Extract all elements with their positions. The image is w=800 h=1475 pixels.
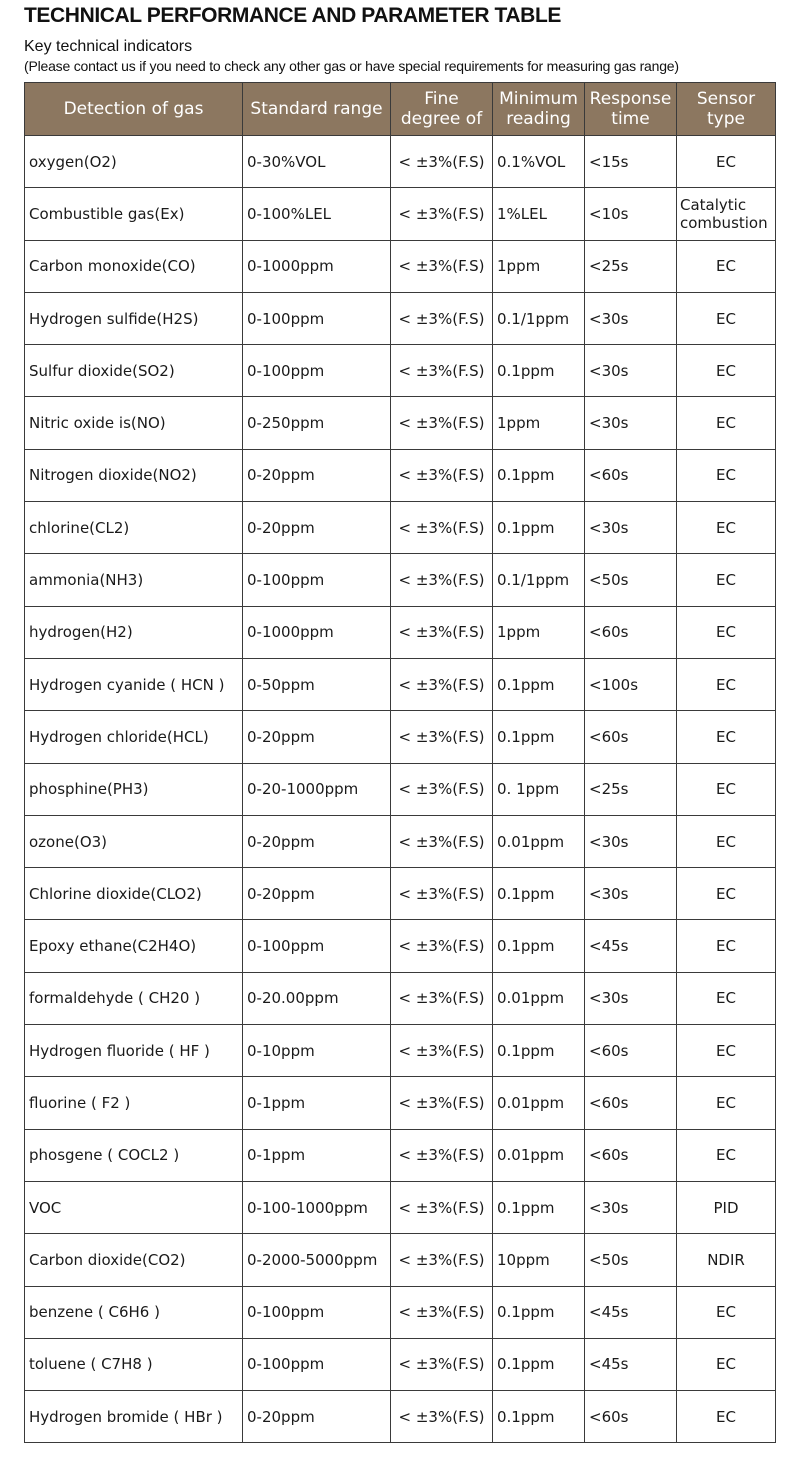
minimum-reading-cell: 0.1/1ppm bbox=[493, 292, 585, 344]
minimum-reading-cell: 10ppm bbox=[493, 1234, 585, 1286]
sensor-type-cell: EC bbox=[677, 502, 776, 554]
parameter-table bbox=[24, 82, 776, 1443]
sensor-type-cell: EC bbox=[677, 711, 776, 763]
sensor-type-cell: EC bbox=[677, 763, 776, 815]
table-row bbox=[25, 1077, 776, 1129]
gas-name-cell: Hydrogen cyanide ( HCN ) bbox=[25, 658, 243, 710]
response-time-cell: <45s bbox=[585, 1286, 677, 1338]
standard-range-cell: 0-100ppm bbox=[243, 292, 391, 344]
minimum-reading-cell: 0.1/1ppm bbox=[493, 554, 585, 606]
minimum-reading-cell: 0.1ppm bbox=[493, 1338, 585, 1390]
gas-name-cell: Hydrogen sulfide(H2S) bbox=[25, 292, 243, 344]
response-time-cell: <10s bbox=[585, 188, 677, 240]
response-time-cell: <60s bbox=[585, 1391, 677, 1443]
accuracy-cell: < ±3%(F.S) bbox=[391, 658, 493, 710]
table-row bbox=[25, 397, 776, 449]
minimum-reading-cell: 0.01ppm bbox=[493, 972, 585, 1024]
response-time-cell: <25s bbox=[585, 240, 677, 292]
standard-range-cell: 0-1000ppm bbox=[243, 240, 391, 292]
standard-range-cell: 0-20.00ppm bbox=[243, 972, 391, 1024]
standard-range-cell: 0-100ppm bbox=[243, 345, 391, 397]
table-row bbox=[25, 815, 776, 867]
response-time-cell: <60s bbox=[585, 606, 677, 658]
gas-name-cell: Nitric oxide is(NO) bbox=[25, 397, 243, 449]
table-row bbox=[25, 1181, 776, 1233]
accuracy-cell: < ±3%(F.S) bbox=[391, 1129, 493, 1181]
gas-name-cell: formaldehyde ( CH20 ) bbox=[25, 972, 243, 1024]
response-time-cell: <100s bbox=[585, 658, 677, 710]
minimum-reading-cell: 1ppm bbox=[493, 240, 585, 292]
sensor-type-cell: EC bbox=[677, 920, 776, 972]
standard-range-cell: 0-1ppm bbox=[243, 1077, 391, 1129]
response-time-cell: <15s bbox=[585, 136, 677, 188]
standard-range-cell: 0-20ppm bbox=[243, 502, 391, 554]
gas-name-cell: chlorine(CL2) bbox=[25, 502, 243, 554]
response-time-cell: <30s bbox=[585, 397, 677, 449]
sensor-type-cell: EC bbox=[677, 136, 776, 188]
minimum-reading-cell: 0.1%VOL bbox=[493, 136, 585, 188]
table-row bbox=[25, 763, 776, 815]
gas-name-cell: Chlorine dioxide(CLO2) bbox=[25, 868, 243, 920]
standard-range-cell: 0-100ppm bbox=[243, 1286, 391, 1338]
sensor-type-cell: EC bbox=[677, 972, 776, 1024]
gas-name-cell: benzene ( C6H6 ) bbox=[25, 1286, 243, 1338]
standard-range-cell: 0-10ppm bbox=[243, 1025, 391, 1077]
accuracy-cell: < ±3%(F.S) bbox=[391, 240, 493, 292]
standard-range-cell: 0-20ppm bbox=[243, 1391, 391, 1443]
standard-range-cell: 0-1ppm bbox=[243, 1129, 391, 1181]
standard-range-cell: 0-100ppm bbox=[243, 554, 391, 606]
minimum-reading-cell: 0.1ppm bbox=[493, 345, 585, 397]
page-subtitle: Key technical indicators bbox=[24, 38, 193, 55]
header-detection-of-gas: Detection of gas bbox=[25, 83, 243, 136]
accuracy-cell: < ±3%(F.S) bbox=[391, 1338, 493, 1390]
table-row bbox=[25, 868, 776, 920]
sensor-type-cell: EC bbox=[677, 1025, 776, 1077]
response-time-cell: <30s bbox=[585, 1181, 677, 1233]
standard-range-cell: 0-30%VOL bbox=[243, 136, 391, 188]
sensor-type-cell: EC bbox=[677, 554, 776, 606]
sensor-type-cell: EC bbox=[677, 1077, 776, 1129]
gas-name-cell: VOC bbox=[25, 1181, 243, 1233]
response-time-cell: <60s bbox=[585, 1077, 677, 1129]
table-row bbox=[25, 711, 776, 763]
minimum-reading-cell: 0.01ppm bbox=[493, 1077, 585, 1129]
standard-range-cell: 0-250ppm bbox=[243, 397, 391, 449]
accuracy-cell: < ±3%(F.S) bbox=[391, 397, 493, 449]
standard-range-cell: 0-20ppm bbox=[243, 711, 391, 763]
gas-name-cell: hydrogen(H2) bbox=[25, 606, 243, 658]
table-row bbox=[25, 658, 776, 710]
standard-range-cell: 0-50ppm bbox=[243, 658, 391, 710]
accuracy-cell: < ±3%(F.S) bbox=[391, 1391, 493, 1443]
standard-range-cell: 0-20ppm bbox=[243, 815, 391, 867]
minimum-reading-cell: 0. 1ppm bbox=[493, 763, 585, 815]
header-response-time: Response time bbox=[585, 83, 677, 136]
response-time-cell: <60s bbox=[585, 1129, 677, 1181]
standard-range-cell: 0-1000ppm bbox=[243, 606, 391, 658]
accuracy-cell: < ±3%(F.S) bbox=[391, 136, 493, 188]
header-standard-range: Standard range bbox=[243, 83, 391, 136]
gas-name-cell: fluorine ( F2 ) bbox=[25, 1077, 243, 1129]
table-row bbox=[25, 345, 776, 397]
minimum-reading-cell: 0.1ppm bbox=[493, 1181, 585, 1233]
sensor-type-cell: EC bbox=[677, 397, 776, 449]
accuracy-cell: < ±3%(F.S) bbox=[391, 763, 493, 815]
gas-name-cell: toluene ( C7H8 ) bbox=[25, 1338, 243, 1390]
gas-name-cell: Epoxy ethane(C2H4O) bbox=[25, 920, 243, 972]
minimum-reading-cell: 0.1ppm bbox=[493, 920, 585, 972]
minimum-reading-cell: 1ppm bbox=[493, 606, 585, 658]
response-time-cell: <25s bbox=[585, 763, 677, 815]
table-row bbox=[25, 1338, 776, 1390]
minimum-reading-cell: 0.01ppm bbox=[493, 1129, 585, 1181]
sensor-type-cell: Catalytic combustion bbox=[677, 188, 776, 240]
response-time-cell: <60s bbox=[585, 711, 677, 763]
sensor-type-cell: EC bbox=[677, 1391, 776, 1443]
response-time-cell: <60s bbox=[585, 1025, 677, 1077]
sensor-type-cell: EC bbox=[677, 449, 776, 501]
gas-name-cell: phosphine(PH3) bbox=[25, 763, 243, 815]
standard-range-cell: 0-100ppm bbox=[243, 1338, 391, 1390]
gas-name-cell: Hydrogen fluoride ( HF ) bbox=[25, 1025, 243, 1077]
table-row bbox=[25, 1129, 776, 1181]
accuracy-cell: < ±3%(F.S) bbox=[391, 1234, 493, 1286]
minimum-reading-cell: 0.1ppm bbox=[493, 449, 585, 501]
sensor-type-cell: PID bbox=[677, 1181, 776, 1233]
response-time-cell: <45s bbox=[585, 1338, 677, 1390]
table-row bbox=[25, 554, 776, 606]
minimum-reading-cell: 0.1ppm bbox=[493, 711, 585, 763]
standard-range-cell: 0-100%LEL bbox=[243, 188, 391, 240]
sensor-type-cell: EC bbox=[677, 868, 776, 920]
accuracy-cell: < ±3%(F.S) bbox=[391, 1181, 493, 1233]
gas-name-cell: Sulfur dioxide(SO2) bbox=[25, 345, 243, 397]
accuracy-cell: < ±3%(F.S) bbox=[391, 815, 493, 867]
table-row bbox=[25, 972, 776, 1024]
table-body bbox=[25, 136, 776, 1443]
gas-name-cell: Hydrogen bromide ( HBr ) bbox=[25, 1391, 243, 1443]
standard-range-cell: 0-100ppm bbox=[243, 920, 391, 972]
gas-name-cell: ammonia(NH3) bbox=[25, 554, 243, 606]
accuracy-cell: < ±3%(F.S) bbox=[391, 920, 493, 972]
standard-range-cell: 0-20ppm bbox=[243, 868, 391, 920]
table-row bbox=[25, 502, 776, 554]
accuracy-cell: < ±3%(F.S) bbox=[391, 868, 493, 920]
response-time-cell: <30s bbox=[585, 815, 677, 867]
accuracy-cell: < ±3%(F.S) bbox=[391, 188, 493, 240]
gas-name-cell: Nitrogen dioxide(NO2) bbox=[25, 449, 243, 501]
gas-name-cell: Hydrogen chloride(HCL) bbox=[25, 711, 243, 763]
contact-note: (Please contact us if you need to check any other gas or have special requirements for measuring gas range) bbox=[24, 58, 679, 74]
gas-name-cell: oxygen(O2) bbox=[25, 136, 243, 188]
minimum-reading-cell: 0.1ppm bbox=[493, 868, 585, 920]
sensor-type-cell: EC bbox=[677, 1338, 776, 1390]
table-header-row bbox=[25, 83, 776, 136]
minimum-reading-cell: 0.1ppm bbox=[493, 1025, 585, 1077]
minimum-reading-cell: 0.01ppm bbox=[493, 815, 585, 867]
accuracy-cell: < ±3%(F.S) bbox=[391, 449, 493, 501]
page-title: TECHNICAL PERFORMANCE AND PARAMETER TABLE bbox=[24, 4, 561, 27]
minimum-reading-cell: 1ppm bbox=[493, 397, 585, 449]
table-row bbox=[25, 188, 776, 240]
table-row bbox=[25, 292, 776, 344]
minimum-reading-cell: 0.1ppm bbox=[493, 502, 585, 554]
accuracy-cell: < ±3%(F.S) bbox=[391, 1025, 493, 1077]
response-time-cell: <60s bbox=[585, 449, 677, 501]
table-row bbox=[25, 920, 776, 972]
table-row bbox=[25, 1234, 776, 1286]
response-time-cell: <30s bbox=[585, 868, 677, 920]
sensor-type-cell: EC bbox=[677, 815, 776, 867]
accuracy-cell: < ±3%(F.S) bbox=[391, 972, 493, 1024]
gas-name-cell: ozone(O3) bbox=[25, 815, 243, 867]
minimum-reading-cell: 1%LEL bbox=[493, 188, 585, 240]
table-row bbox=[25, 136, 776, 188]
table-row bbox=[25, 1391, 776, 1443]
response-time-cell: <30s bbox=[585, 972, 677, 1024]
accuracy-cell: < ±3%(F.S) bbox=[391, 345, 493, 397]
table-row bbox=[25, 1286, 776, 1338]
gas-name-cell: Carbon dioxide(CO2) bbox=[25, 1234, 243, 1286]
response-time-cell: <50s bbox=[585, 554, 677, 606]
response-time-cell: <50s bbox=[585, 1234, 677, 1286]
standard-range-cell: 0-20ppm bbox=[243, 449, 391, 501]
gas-name-cell: Combustible gas(Ex) bbox=[25, 188, 243, 240]
sensor-type-cell: EC bbox=[677, 345, 776, 397]
accuracy-cell: < ±3%(F.S) bbox=[391, 1077, 493, 1129]
gas-name-cell: Carbon monoxide(CO) bbox=[25, 240, 243, 292]
accuracy-cell: < ±3%(F.S) bbox=[391, 554, 493, 606]
standard-range-cell: 0-2000-5000ppm bbox=[243, 1234, 391, 1286]
accuracy-cell: < ±3%(F.S) bbox=[391, 502, 493, 554]
standard-range-cell: 0-100-1000ppm bbox=[243, 1181, 391, 1233]
response-time-cell: <30s bbox=[585, 502, 677, 554]
minimum-reading-cell: 0.1ppm bbox=[493, 1391, 585, 1443]
header-sensor-type: Sensor type bbox=[677, 83, 776, 136]
sensor-type-cell: NDIR bbox=[677, 1234, 776, 1286]
header-fine-degree: Fine degree of bbox=[391, 83, 493, 136]
minimum-reading-cell: 0.1ppm bbox=[493, 1286, 585, 1338]
header-minimum-reading: Minimum reading bbox=[493, 83, 585, 136]
accuracy-cell: < ±3%(F.S) bbox=[391, 711, 493, 763]
sensor-type-cell: EC bbox=[677, 1286, 776, 1338]
response-time-cell: <30s bbox=[585, 345, 677, 397]
sensor-type-cell: EC bbox=[677, 606, 776, 658]
response-time-cell: <45s bbox=[585, 920, 677, 972]
sensor-type-cell: EC bbox=[677, 292, 776, 344]
table-row bbox=[25, 606, 776, 658]
accuracy-cell: < ±3%(F.S) bbox=[391, 292, 493, 344]
table-row bbox=[25, 240, 776, 292]
gas-name-cell: phosgene ( COCL2 ) bbox=[25, 1129, 243, 1181]
standard-range-cell: 0-20-1000ppm bbox=[243, 763, 391, 815]
sensor-type-cell: EC bbox=[677, 1129, 776, 1181]
sensor-type-cell: EC bbox=[677, 240, 776, 292]
response-time-cell: <30s bbox=[585, 292, 677, 344]
table-row bbox=[25, 449, 776, 501]
table-row bbox=[25, 1025, 776, 1077]
accuracy-cell: < ±3%(F.S) bbox=[391, 1286, 493, 1338]
accuracy-cell: < ±3%(F.S) bbox=[391, 606, 493, 658]
minimum-reading-cell: 0.1ppm bbox=[493, 658, 585, 710]
sensor-type-cell: EC bbox=[677, 658, 776, 710]
